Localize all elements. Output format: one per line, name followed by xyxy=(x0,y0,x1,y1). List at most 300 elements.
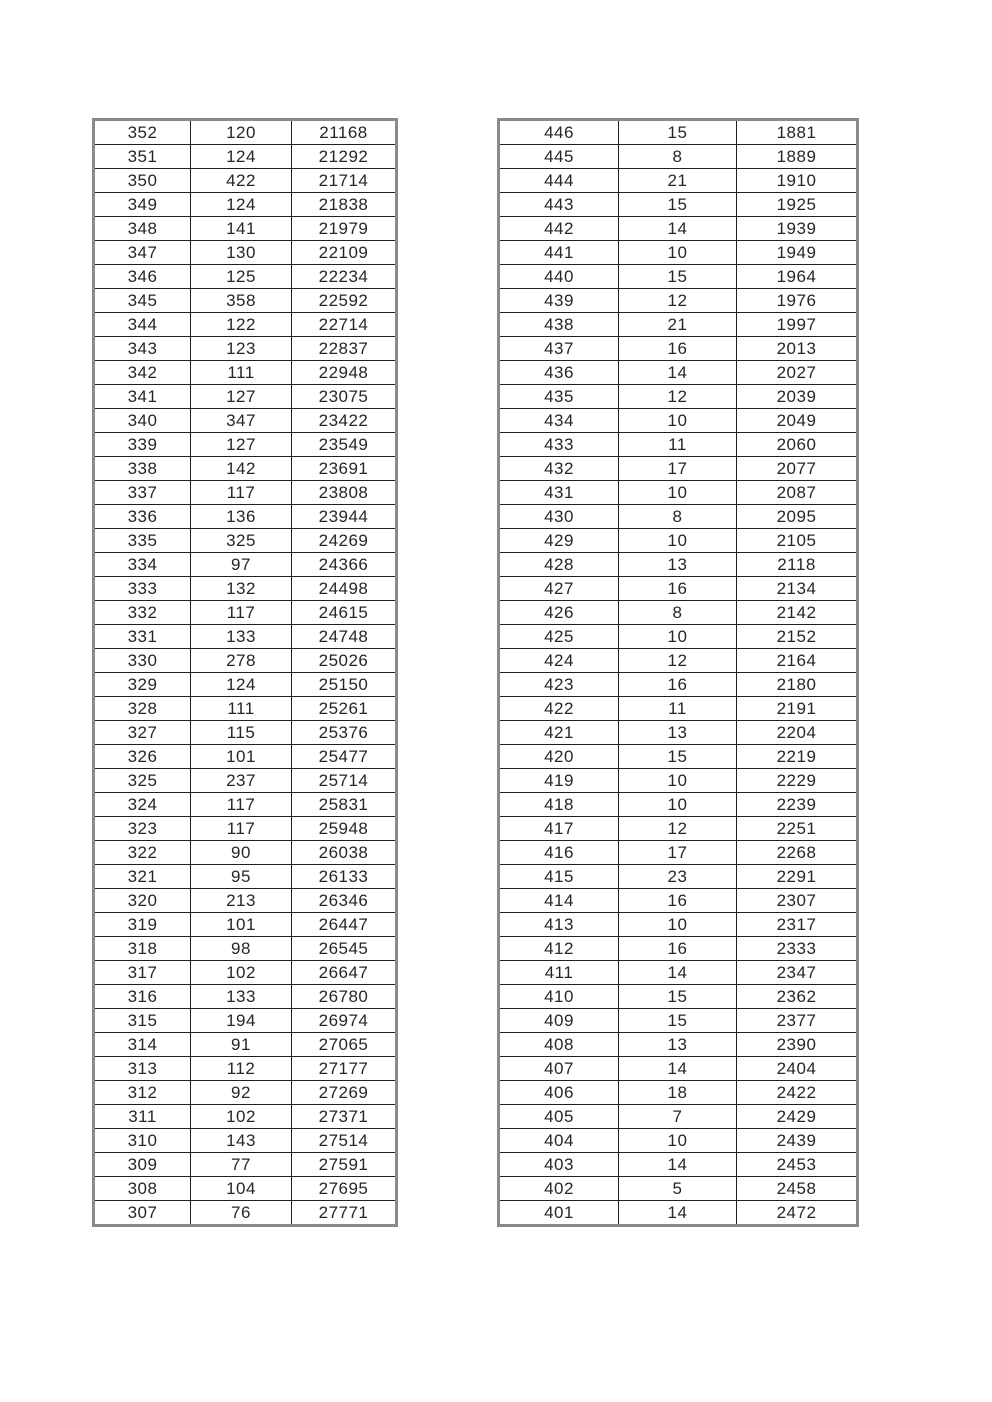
table-cell: 446 xyxy=(499,120,619,145)
table-row xyxy=(94,169,397,193)
table-cell: 26133 xyxy=(292,865,397,889)
table-cell: 23075 xyxy=(292,385,397,409)
table-row xyxy=(499,145,858,169)
table-cell: 23808 xyxy=(292,481,397,505)
table-row xyxy=(499,697,858,721)
table-cell: 2377 xyxy=(737,1009,858,1033)
table-cell: 124 xyxy=(191,673,292,697)
table-cell: 409 xyxy=(499,1009,619,1033)
table-row xyxy=(499,217,858,241)
table-row xyxy=(499,241,858,265)
table-row xyxy=(94,505,397,529)
table-cell: 319 xyxy=(94,913,191,937)
table-row xyxy=(94,481,397,505)
table-cell: 141 xyxy=(191,217,292,241)
table-cell: 104 xyxy=(191,1177,292,1201)
table-row xyxy=(499,913,858,937)
table-cell: 333 xyxy=(94,577,191,601)
table-cell: 329 xyxy=(94,673,191,697)
table-cell: 27269 xyxy=(292,1081,397,1105)
table-row xyxy=(94,1129,397,1153)
table-row xyxy=(94,265,397,289)
table-row xyxy=(499,937,858,961)
table-cell: 194 xyxy=(191,1009,292,1033)
table-cell: 23422 xyxy=(292,409,397,433)
table-cell: 27371 xyxy=(292,1105,397,1129)
table-cell: 2118 xyxy=(737,553,858,577)
table-cell: 2039 xyxy=(737,385,858,409)
table-row xyxy=(94,337,397,361)
table-cell: 123 xyxy=(191,337,292,361)
table-cell: 15 xyxy=(619,120,737,145)
table-cell: 8 xyxy=(619,145,737,169)
table-cell: 130 xyxy=(191,241,292,265)
table-cell: 419 xyxy=(499,769,619,793)
table-cell: 433 xyxy=(499,433,619,457)
table-row xyxy=(499,817,858,841)
table-cell: 425 xyxy=(499,625,619,649)
table-row xyxy=(499,721,858,745)
table-row xyxy=(499,481,858,505)
table-cell: 25831 xyxy=(292,793,397,817)
table-cell: 16 xyxy=(619,889,737,913)
table-cell: 444 xyxy=(499,169,619,193)
table-cell: 2347 xyxy=(737,961,858,985)
table-row xyxy=(94,193,397,217)
table-cell: 2152 xyxy=(737,625,858,649)
table-cell: 410 xyxy=(499,985,619,1009)
table-cell: 320 xyxy=(94,889,191,913)
table-cell: 330 xyxy=(94,649,191,673)
table-cell: 331 xyxy=(94,625,191,649)
table-row xyxy=(499,337,858,361)
table-cell: 435 xyxy=(499,385,619,409)
table-cell: 11 xyxy=(619,697,737,721)
table-cell: 10 xyxy=(619,529,737,553)
table-cell: 317 xyxy=(94,961,191,985)
table-cell: 12 xyxy=(619,649,737,673)
table-row xyxy=(94,817,397,841)
table-cell: 1910 xyxy=(737,169,858,193)
table-cell: 1949 xyxy=(737,241,858,265)
table-cell: 327 xyxy=(94,721,191,745)
table-row xyxy=(94,913,397,937)
table-cell: 325 xyxy=(94,769,191,793)
score-table-left-container xyxy=(92,118,398,1227)
table-cell: 336 xyxy=(94,505,191,529)
table-row xyxy=(94,745,397,769)
table-cell: 237 xyxy=(191,769,292,793)
table-cell: 346 xyxy=(94,265,191,289)
table-cell: 14 xyxy=(619,1153,737,1177)
table-cell: 12 xyxy=(619,817,737,841)
table-cell: 102 xyxy=(191,961,292,985)
table-cell: 2307 xyxy=(737,889,858,913)
table-row xyxy=(94,385,397,409)
table-cell: 16 xyxy=(619,577,737,601)
table-row xyxy=(499,457,858,481)
table-cell: 344 xyxy=(94,313,191,337)
table-row xyxy=(94,361,397,385)
table-row xyxy=(94,1081,397,1105)
table-cell: 25150 xyxy=(292,673,397,697)
table-cell: 23 xyxy=(619,865,737,889)
table-cell: 427 xyxy=(499,577,619,601)
table-cell: 13 xyxy=(619,721,737,745)
table-cell: 341 xyxy=(94,385,191,409)
table-cell: 318 xyxy=(94,937,191,961)
table-cell: 22109 xyxy=(292,241,397,265)
table-cell: 316 xyxy=(94,985,191,1009)
table-cell: 98 xyxy=(191,937,292,961)
table-cell: 24498 xyxy=(292,577,397,601)
table-cell: 26780 xyxy=(292,985,397,1009)
table-cell: 408 xyxy=(499,1033,619,1057)
table-cell: 426 xyxy=(499,601,619,625)
table-row xyxy=(94,1057,397,1081)
table-cell: 2105 xyxy=(737,529,858,553)
table-cell: 2049 xyxy=(737,409,858,433)
table-cell: 27177 xyxy=(292,1057,397,1081)
table-cell: 352 xyxy=(94,120,191,145)
table-cell: 313 xyxy=(94,1057,191,1081)
table-cell: 347 xyxy=(191,409,292,433)
table-row xyxy=(94,1105,397,1129)
table-cell: 2142 xyxy=(737,601,858,625)
table-cell: 21 xyxy=(619,313,737,337)
table-cell: 15 xyxy=(619,193,737,217)
score-table-left xyxy=(92,118,398,1227)
table-cell: 328 xyxy=(94,697,191,721)
table-row xyxy=(499,289,858,313)
table-cell: 2291 xyxy=(737,865,858,889)
table-row xyxy=(499,1009,858,1033)
table-cell: 13 xyxy=(619,553,737,577)
table-cell: 428 xyxy=(499,553,619,577)
table-cell: 431 xyxy=(499,481,619,505)
table-cell: 14 xyxy=(619,1057,737,1081)
table-cell: 11 xyxy=(619,433,737,457)
table-row xyxy=(499,577,858,601)
table-row xyxy=(94,961,397,985)
table-cell: 125 xyxy=(191,265,292,289)
table-cell: 90 xyxy=(191,841,292,865)
table-cell: 27514 xyxy=(292,1129,397,1153)
table-cell: 23944 xyxy=(292,505,397,529)
table-cell: 404 xyxy=(499,1129,619,1153)
table-cell: 325 xyxy=(191,529,292,553)
table-cell: 26447 xyxy=(292,913,397,937)
table-cell: 24748 xyxy=(292,625,397,649)
table-cell: 443 xyxy=(499,193,619,217)
table-row xyxy=(499,169,858,193)
table-row xyxy=(94,985,397,1009)
table-cell: 445 xyxy=(499,145,619,169)
table-cell: 14 xyxy=(619,361,737,385)
table-cell: 8 xyxy=(619,601,737,625)
table-row xyxy=(94,409,397,433)
table-cell: 15 xyxy=(619,265,737,289)
table-cell: 403 xyxy=(499,1153,619,1177)
table-cell: 345 xyxy=(94,289,191,313)
table-cell: 22948 xyxy=(292,361,397,385)
table-cell: 416 xyxy=(499,841,619,865)
table-cell: 338 xyxy=(94,457,191,481)
table-cell: 25026 xyxy=(292,649,397,673)
table-cell: 117 xyxy=(191,601,292,625)
table-cell: 308 xyxy=(94,1177,191,1201)
table-cell: 2404 xyxy=(737,1057,858,1081)
table-row xyxy=(499,505,858,529)
table-cell: 422 xyxy=(499,697,619,721)
table-cell: 111 xyxy=(191,697,292,721)
table-cell: 26038 xyxy=(292,841,397,865)
table-cell: 77 xyxy=(191,1153,292,1177)
table-cell: 438 xyxy=(499,313,619,337)
table-row xyxy=(499,1033,858,1057)
table-cell: 421 xyxy=(499,721,619,745)
table-cell: 10 xyxy=(619,241,737,265)
table-cell: 24615 xyxy=(292,601,397,625)
table-row xyxy=(94,577,397,601)
table-cell: 124 xyxy=(191,193,292,217)
score-table-right xyxy=(497,118,859,1227)
table-cell: 16 xyxy=(619,937,737,961)
table-cell: 26346 xyxy=(292,889,397,913)
table-cell: 91 xyxy=(191,1033,292,1057)
table-cell: 26545 xyxy=(292,937,397,961)
table-cell: 442 xyxy=(499,217,619,241)
table-row xyxy=(94,457,397,481)
table-cell: 440 xyxy=(499,265,619,289)
table-cell: 2317 xyxy=(737,913,858,937)
table-cell: 15 xyxy=(619,1009,737,1033)
table-cell: 112 xyxy=(191,1057,292,1081)
table-cell: 23549 xyxy=(292,433,397,457)
table-cell: 25477 xyxy=(292,745,397,769)
table-row xyxy=(94,217,397,241)
table-row xyxy=(499,433,858,457)
table-cell: 418 xyxy=(499,793,619,817)
table-cell: 21838 xyxy=(292,193,397,217)
table-cell: 2251 xyxy=(737,817,858,841)
table-row xyxy=(94,793,397,817)
table-cell: 15 xyxy=(619,985,737,1009)
table-cell: 2239 xyxy=(737,793,858,817)
table-cell: 2191 xyxy=(737,697,858,721)
table-row xyxy=(94,241,397,265)
table-cell: 2453 xyxy=(737,1153,858,1177)
table-cell: 2095 xyxy=(737,505,858,529)
table-row xyxy=(94,145,397,169)
table-row xyxy=(94,649,397,673)
table-row xyxy=(499,889,858,913)
table-row xyxy=(499,1081,858,1105)
table-cell: 437 xyxy=(499,337,619,361)
table-cell: 334 xyxy=(94,553,191,577)
table-cell: 310 xyxy=(94,1129,191,1153)
table-cell: 27771 xyxy=(292,1201,397,1226)
table-cell: 10 xyxy=(619,481,737,505)
table-cell: 2087 xyxy=(737,481,858,505)
table-cell: 332 xyxy=(94,601,191,625)
table-cell: 2390 xyxy=(737,1033,858,1057)
table-cell: 2204 xyxy=(737,721,858,745)
table-cell: 10 xyxy=(619,409,737,433)
table-row xyxy=(499,769,858,793)
table-cell: 2134 xyxy=(737,577,858,601)
table-row xyxy=(94,433,397,457)
table-cell: 27591 xyxy=(292,1153,397,1177)
table-row xyxy=(94,529,397,553)
table-row xyxy=(499,1201,858,1226)
table-cell: 22592 xyxy=(292,289,397,313)
table-cell: 350 xyxy=(94,169,191,193)
table-cell: 2013 xyxy=(737,337,858,361)
table-cell: 349 xyxy=(94,193,191,217)
table-cell: 25948 xyxy=(292,817,397,841)
table-cell: 2027 xyxy=(737,361,858,385)
table-row xyxy=(499,649,858,673)
score-table-right-container xyxy=(497,118,859,1227)
table-cell: 402 xyxy=(499,1177,619,1201)
table-cell: 117 xyxy=(191,817,292,841)
table-cell: 423 xyxy=(499,673,619,697)
table-row xyxy=(94,697,397,721)
table-row xyxy=(94,889,397,913)
table-cell: 142 xyxy=(191,457,292,481)
table-cell: 407 xyxy=(499,1057,619,1081)
table-row xyxy=(499,1105,858,1129)
table-row xyxy=(94,601,397,625)
table-row xyxy=(94,865,397,889)
table-cell: 8 xyxy=(619,505,737,529)
table-row xyxy=(94,289,397,313)
table-cell: 322 xyxy=(94,841,191,865)
table-cell: 420 xyxy=(499,745,619,769)
table-cell: 2333 xyxy=(737,937,858,961)
table-cell: 101 xyxy=(191,913,292,937)
table-cell: 10 xyxy=(619,625,737,649)
table-row xyxy=(499,865,858,889)
table-row xyxy=(499,313,858,337)
table-cell: 2180 xyxy=(737,673,858,697)
table-cell: 21292 xyxy=(292,145,397,169)
table-cell: 15 xyxy=(619,745,737,769)
table-cell: 22837 xyxy=(292,337,397,361)
table-cell: 401 xyxy=(499,1201,619,1226)
table-cell: 25261 xyxy=(292,697,397,721)
table-cell: 2472 xyxy=(737,1201,858,1226)
table-cell: 10 xyxy=(619,1129,737,1153)
table-row xyxy=(94,721,397,745)
table-cell: 307 xyxy=(94,1201,191,1226)
table-cell: 92 xyxy=(191,1081,292,1105)
table-cell: 348 xyxy=(94,217,191,241)
table-cell: 24366 xyxy=(292,553,397,577)
table-cell: 439 xyxy=(499,289,619,313)
table-row xyxy=(499,265,858,289)
table-row xyxy=(94,1177,397,1201)
table-cell: 2219 xyxy=(737,745,858,769)
table-cell: 22714 xyxy=(292,313,397,337)
table-cell: 1976 xyxy=(737,289,858,313)
table-row xyxy=(94,1009,397,1033)
table-cell: 2268 xyxy=(737,841,858,865)
table-cell: 412 xyxy=(499,937,619,961)
table-cell: 1939 xyxy=(737,217,858,241)
table-row xyxy=(499,409,858,433)
table-cell: 102 xyxy=(191,1105,292,1129)
table-cell: 311 xyxy=(94,1105,191,1129)
table-cell: 120 xyxy=(191,120,292,145)
table-cell: 309 xyxy=(94,1153,191,1177)
table-cell: 127 xyxy=(191,385,292,409)
table-cell: 2077 xyxy=(737,457,858,481)
table-cell: 1964 xyxy=(737,265,858,289)
table-cell: 1889 xyxy=(737,145,858,169)
table-cell: 2362 xyxy=(737,985,858,1009)
table-cell: 16 xyxy=(619,673,737,697)
table-cell: 323 xyxy=(94,817,191,841)
table-cell: 424 xyxy=(499,649,619,673)
table-cell: 2060 xyxy=(737,433,858,457)
table-row xyxy=(94,1201,397,1226)
table-row xyxy=(94,120,397,145)
table-cell: 413 xyxy=(499,913,619,937)
table-cell: 27695 xyxy=(292,1177,397,1201)
table-cell: 14 xyxy=(619,217,737,241)
table-row xyxy=(499,120,858,145)
table-cell: 436 xyxy=(499,361,619,385)
table-row xyxy=(499,841,858,865)
table-cell: 343 xyxy=(94,337,191,361)
table-cell: 314 xyxy=(94,1033,191,1057)
table-cell: 21 xyxy=(619,169,737,193)
table-cell: 415 xyxy=(499,865,619,889)
table-cell: 10 xyxy=(619,769,737,793)
table-cell: 340 xyxy=(94,409,191,433)
table-cell: 405 xyxy=(499,1105,619,1129)
table-row xyxy=(499,745,858,769)
table-cell: 358 xyxy=(191,289,292,313)
table-cell: 430 xyxy=(499,505,619,529)
table-cell: 2164 xyxy=(737,649,858,673)
table-cell: 213 xyxy=(191,889,292,913)
table-cell: 97 xyxy=(191,553,292,577)
table-cell: 337 xyxy=(94,481,191,505)
table-cell: 351 xyxy=(94,145,191,169)
table-row xyxy=(94,937,397,961)
table-cell: 133 xyxy=(191,985,292,1009)
table-cell: 136 xyxy=(191,505,292,529)
table-cell: 13 xyxy=(619,1033,737,1057)
table-cell: 2422 xyxy=(737,1081,858,1105)
table-cell: 14 xyxy=(619,961,737,985)
table-row xyxy=(499,385,858,409)
table-cell: 22234 xyxy=(292,265,397,289)
table-row xyxy=(499,985,858,1009)
table-cell: 117 xyxy=(191,481,292,505)
table-cell: 115 xyxy=(191,721,292,745)
table-row xyxy=(94,553,397,577)
table-cell: 278 xyxy=(191,649,292,673)
table-cell: 25376 xyxy=(292,721,397,745)
table-row xyxy=(499,1129,858,1153)
table-row xyxy=(499,553,858,577)
table-row xyxy=(94,313,397,337)
table-row xyxy=(94,625,397,649)
